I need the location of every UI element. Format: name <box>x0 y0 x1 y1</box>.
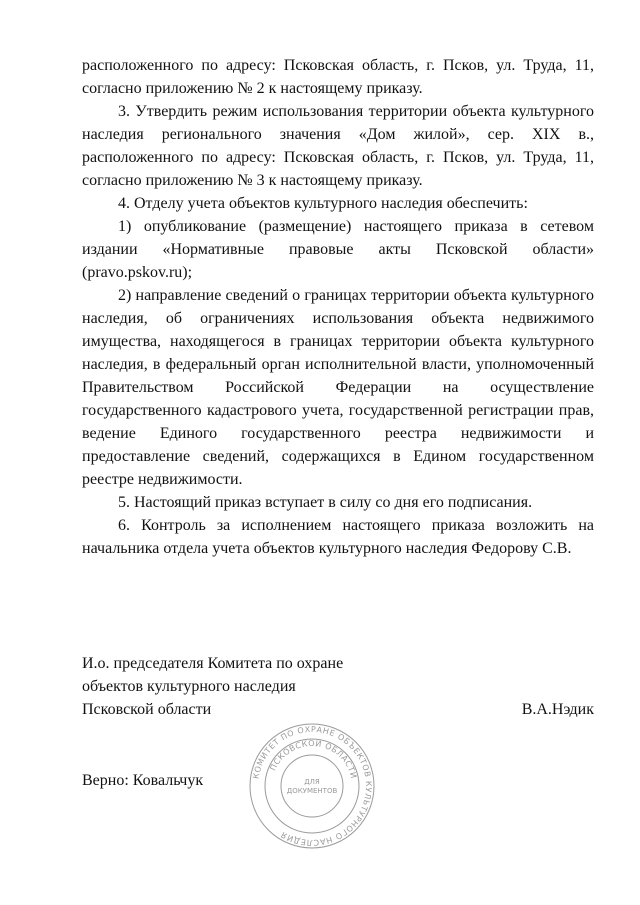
signer-position-line-3: Псковской области <box>82 701 212 718</box>
official-seal-stamp <box>248 722 376 850</box>
signer-position-line-2: объектов культурного наследия <box>82 678 296 695</box>
paragraph-item-4-1: 1) опубликование (размещение) настоящего приказа в сетевом издании «Нормативные правовые акты Псковской области» (pravo.pskov.ru); <box>82 218 594 281</box>
seal-center-text-2: ДОКУМЕНТОВ <box>286 787 338 795</box>
paragraph-item-4-2: 2) направление сведений о границах территории объекта культурного наследия, об ограничениях использования объекта недвижимого имущества, находящегося в границах территории объекта культурного наследия, в федеральный орган исполнительной власти, уполномоченный Правительством Российской Федерации на осуществление государственного кадастрового учета, государственной регистрации прав, ведение Единого государственного реестра недвижимости и предоставление сведений, содержащихся в Едином государственном реестре недвижимости. <box>82 287 594 488</box>
paragraph-item-3: 3. Утвердить режим использования территории объекта культурного наследия регионального значения «Дом жилой», сер. XIX в., расположенного по адресу: Псковская область, г. Псков, ул. Труда, 11, согласно приложению № 3 к настоящему приказу. <box>82 103 594 189</box>
paragraph-item-4: 4. Отделу учета объектов культурного наследия обеспечить: <box>118 195 528 212</box>
paragraph-item-5: 5. Настоящий приказ вступает в силу со дня его подписания. <box>118 494 533 511</box>
signer-position-line-1: И.о. председателя Комитета по охране <box>82 655 344 672</box>
seal-center-ring <box>281 755 343 817</box>
seal-outer-text: КОМИТЕТ ПО ОХРАНЕ ОБЪЕКТОВ КУЛЬТУРНОГО НАСЛЕДИЯ <box>251 724 374 848</box>
seal-inner-text: ПСКОВСКОЙ ОБЛАСТИ <box>268 738 359 780</box>
document-body <box>82 54 594 560</box>
signature-block <box>82 652 594 721</box>
paragraph-address-continuation: расположенного по адресу: Псковская область, г. Псков, ул. Труда, 11, согласно приложению № 2 к настоящему приказу. <box>82 57 594 97</box>
paragraph-item-6: 6. Контроль за исполнением настоящего приказа возложить на начальника отдела учета объектов культурного наследия Федорову С.В. <box>82 517 594 557</box>
seal-center-text-1: ДЛЯ <box>304 778 320 786</box>
signer-name: В.А.Нэдик <box>521 701 594 718</box>
verno-attestation: Верно: Ковальчук <box>82 772 204 789</box>
